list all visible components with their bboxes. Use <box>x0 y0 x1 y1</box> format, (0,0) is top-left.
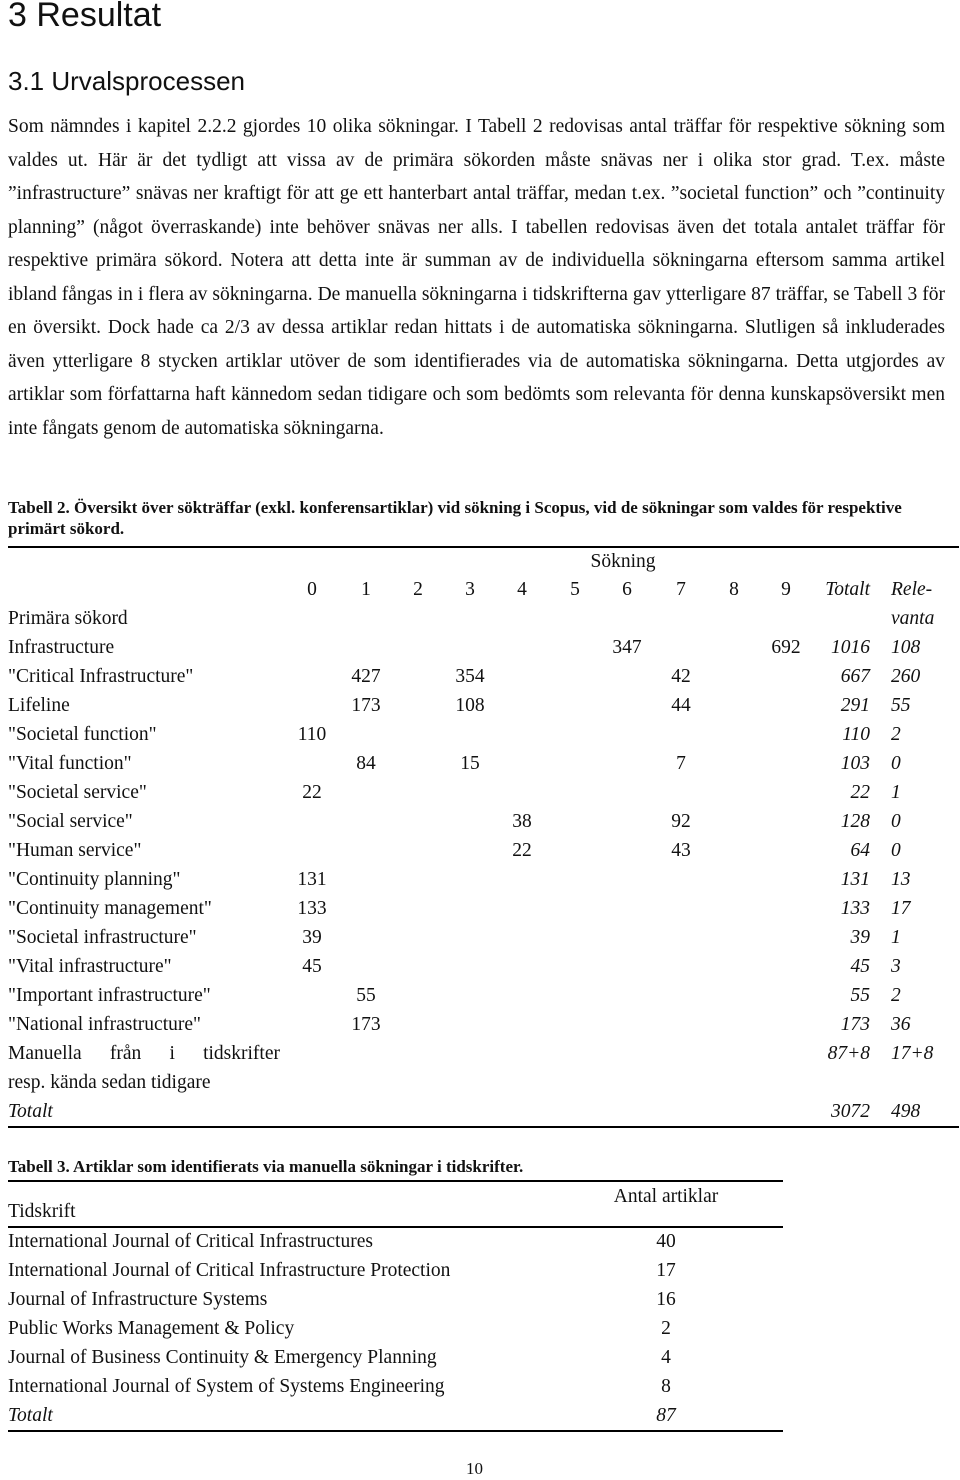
table2-cell: 45 <box>302 956 322 977</box>
table2-col-header-6: 6 <box>622 579 632 600</box>
table3-count: 16 <box>656 1289 676 1310</box>
table2-row-header: Primära sökord <box>8 608 128 629</box>
table2-cell: 131 <box>297 869 327 890</box>
table2-row-total: 55 <box>850 985 870 1006</box>
table2-row-total: 64 <box>850 840 870 861</box>
body-paragraph: Som nämndes i kapitel 2.2.2 gjordes 10 olika sökningar. I Tabell 2 redovisas antal träffar för respektive sökning som valdes ut. Här är det tydligt att vissa av de primära sökorden måste snävas ner i olika stor grad. T.ex. måste ”infrastructure” snävas ner kraftigt för att ge ett hanterbart antal träffar, medan t.ex. ”societal function” och ”continuity planning” (något överraskande) inte behöver snävas ner alls. I tabellen redovisas även det totala antalet träffar för respektive primära sökord. Notera att detta inte är summan av de individuella sökningarna eftersom samma artikel ibland fångas in i flera av sökningarna. De manuella sökningarna i tidskrifterna gav ytterligare 87 träffar, se Tabell 3 för en översikt. Dock hade ca 2/3 av dessa artiklar redan hittats i de automatiska sökningarna. Slutligen så inkluderades även ytterligare 8 stycken artiklar utöver de som identifierades via de automatiska sökningarna. Detta utgjordes av artiklar som författarna haft kännedom sedan tidigare och som bedömts som relevanta för denna kunskapsöversikt men inte fångats genom de automatiska sökningarna. <box>8 116 945 439</box>
table2-col-header-0: 0 <box>307 579 317 600</box>
table2-row-relevant: 2 <box>891 724 901 745</box>
table2-row-label: "Continuity planning" <box>8 869 181 890</box>
table2-row-label: "Societal infrastructure" <box>8 927 197 948</box>
table2-col-header-4: 4 <box>517 579 527 600</box>
table2-cell: 15 <box>460 753 480 774</box>
table2-row-relevant: 0 <box>891 753 901 774</box>
table3-journal: International Journal of Critical Infrastructure Protection <box>8 1260 451 1281</box>
heading-selection-process: 3.1 Urvalsprocessen <box>8 66 245 96</box>
table2-cell: 92 <box>671 811 691 832</box>
table2-row-total: 291 <box>840 695 870 716</box>
table2-total-header: Totalt <box>825 579 870 600</box>
table2-cell: 38 <box>512 811 532 832</box>
table3-total-count: 87 <box>656 1405 676 1426</box>
table3-journal: Journal of Business Continuity & Emergency Planning <box>8 1347 437 1368</box>
table2-cell: 43 <box>671 840 691 861</box>
table2-group-header: Sökning <box>590 551 656 572</box>
table2-col-header-3: 3 <box>465 579 475 600</box>
table3-journal: International Journal of Critical Infrastructures <box>8 1231 373 1252</box>
table2-row-label: "Critical Infrastructure" <box>8 666 194 687</box>
table2-relevant-header-2: vanta <box>891 608 935 629</box>
table2-row-total: 1016 <box>831 637 870 658</box>
table2-relevant-header-1: Rele- <box>891 579 933 600</box>
table2-cell: 692 <box>771 637 801 658</box>
table3-count: 40 <box>656 1231 676 1252</box>
table2-cell: 347 <box>612 637 642 658</box>
table3-count: 4 <box>661 1347 671 1368</box>
table2-row-relevant: 3 <box>891 956 901 977</box>
table2-row-total: 133 <box>840 898 870 919</box>
table3-journal: Public Works Management & Policy <box>8 1318 295 1339</box>
table3-journal: Journal of Infrastructure Systems <box>8 1289 268 1310</box>
table2-cell: 173 <box>351 1014 381 1035</box>
table3-journal: International Journal of System of Systems Engineering <box>8 1376 445 1397</box>
table2-row-label: "Continuity management" <box>8 898 212 919</box>
table2-manual-label-1: Manuella från i tidskrifter <box>8 1043 280 1064</box>
table2-row-label: "Societal function" <box>8 724 157 745</box>
table2-row-relevant: 17 <box>891 898 911 919</box>
table3-journal-header: Tidskrift <box>8 1201 76 1222</box>
table2-row-total: 110 <box>842 724 870 745</box>
table3-bottom-rule <box>8 1430 783 1432</box>
table3-header-rule <box>8 1226 783 1228</box>
table3-count: 17 <box>656 1260 676 1281</box>
table2-row-total: 131 <box>840 869 870 890</box>
table2-row-relevant: 0 <box>891 840 901 861</box>
table2-cell: 427 <box>351 666 381 687</box>
table2-cell: 173 <box>351 695 381 716</box>
table2-manual-label-2: resp. kända sedan tidigare <box>8 1072 211 1093</box>
table2-row-label: Lifeline <box>8 695 70 716</box>
table3-total-label: Totalt <box>8 1405 53 1426</box>
table2-cell: 42 <box>671 666 691 687</box>
table2-cell: 55 <box>356 985 376 1006</box>
table2-grand-total: 3072 <box>831 1101 870 1122</box>
table2-row-label: "Social service" <box>8 811 133 832</box>
page-number: 10 <box>466 1459 483 1478</box>
table2-row-label: "Vital function" <box>8 753 132 774</box>
table2-cell: 133 <box>297 898 327 919</box>
table2-row-total: 128 <box>840 811 870 832</box>
table2-manual-relevant: 17+8 <box>891 1043 934 1064</box>
table2-row-relevant: 55 <box>891 695 911 716</box>
table3-count: 8 <box>661 1376 671 1397</box>
table2-cell: 84 <box>356 753 376 774</box>
table2-row-relevant: 13 <box>891 869 911 890</box>
table2-caption: Tabell 2. Översikt över sökträffar (exkl. konferensartiklar) vid sökning i Scopus, vid de sökningar som valdes för respektive primärt sökord. <box>8 498 902 538</box>
table2-row-relevant: 260 <box>891 666 921 687</box>
table3-top-rule <box>8 1180 783 1182</box>
table3-count: 2 <box>661 1318 671 1339</box>
table2-cell: 22 <box>512 840 532 861</box>
table2-col-header-9: 9 <box>781 579 791 600</box>
table2-row-label: "Societal service" <box>8 782 147 803</box>
table2-row-relevant: 1 <box>891 927 901 948</box>
table2-row-label: "Human service" <box>8 840 142 861</box>
table2-row-relevant: 2 <box>891 985 901 1006</box>
table2-row-total: 667 <box>840 666 870 687</box>
table2-row-total: 103 <box>840 753 870 774</box>
table3-caption: Tabell 3. Artiklar som identifierats via manuella sökningar i tidskrifter. <box>8 1157 524 1176</box>
table2-col-header-1: 1 <box>361 579 371 600</box>
table2-cell: 44 <box>671 695 691 716</box>
table2-cell: 354 <box>455 666 485 687</box>
table2-cell: 110 <box>297 724 327 745</box>
table2-row-label: "Vital infrastructure" <box>8 956 172 977</box>
table3-count-header: Antal artiklar <box>613 1186 719 1207</box>
table2-cell: 7 <box>676 753 686 774</box>
table2-row-label: Infrastructure <box>8 637 115 658</box>
table2-col-header-7: 7 <box>676 579 686 600</box>
table2-row-total: 45 <box>850 956 870 977</box>
table2-row-relevant: 108 <box>891 637 921 658</box>
table2-row-total: 22 <box>850 782 870 803</box>
heading-results: 3 Resultat <box>8 0 162 34</box>
table2-manual-total: 87+8 <box>827 1043 870 1064</box>
table2-row-relevant: 1 <box>891 782 901 803</box>
table2-cell: 22 <box>302 782 322 803</box>
table2-grand-relevant: 498 <box>891 1101 921 1122</box>
table2-col-header-2: 2 <box>413 579 423 600</box>
table2-row-label: "Important infrastructure" <box>8 985 211 1006</box>
table2-row-label: "National infrastructure" <box>8 1014 201 1035</box>
table2-col-header-5: 5 <box>570 579 580 600</box>
table2-row-total: 39 <box>850 927 870 948</box>
table2-cell: 39 <box>302 927 322 948</box>
table2-row-relevant: 0 <box>891 811 901 832</box>
table2-total-label: Totalt <box>8 1101 53 1122</box>
table2-cell: 108 <box>455 695 485 716</box>
table2-row-total: 173 <box>840 1014 870 1035</box>
table2-col-header-8: 8 <box>729 579 739 600</box>
table2-row-relevant: 36 <box>891 1014 911 1035</box>
table2-bottom-rule <box>8 1126 959 1128</box>
